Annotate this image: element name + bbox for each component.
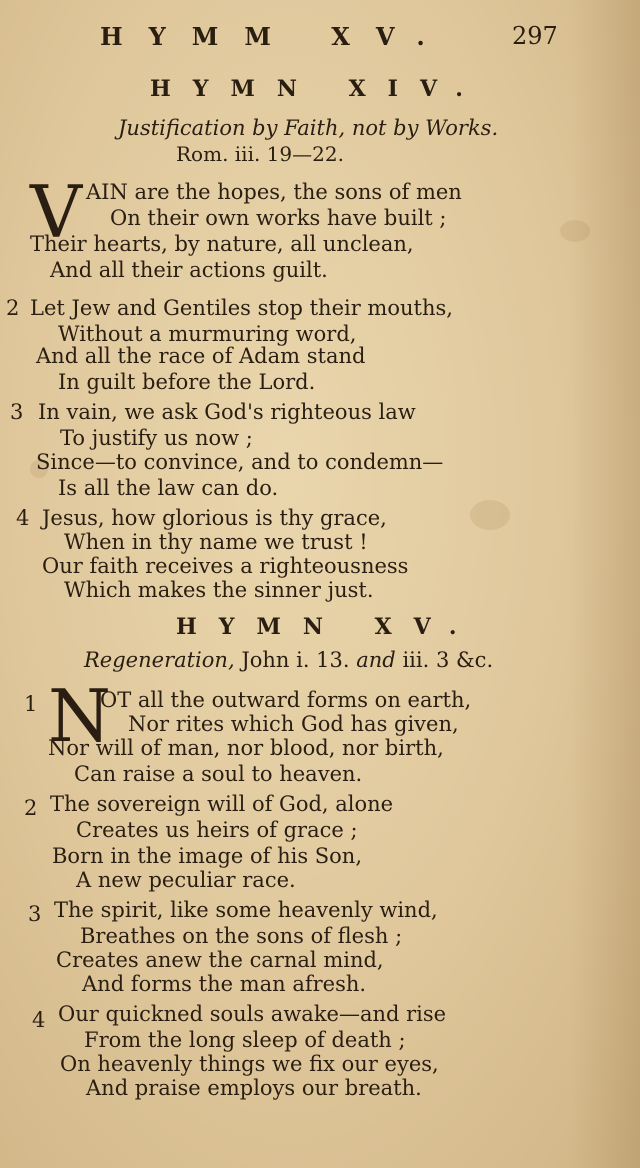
hymn-subtitle: Justification by Faith, not by Works. [118, 116, 499, 140]
running-head: HYMM XV. [100, 22, 451, 51]
verse-number: 4 [32, 1008, 46, 1032]
drop-cap: N [48, 674, 111, 758]
verse-line: Breathes on the sons of flesh ; [80, 924, 403, 948]
verse-line: To justify us now ; [60, 426, 253, 450]
verse-line: And forms the man afresh. [82, 972, 367, 996]
verse-line: The spirit, like some heavenly wind, [54, 898, 438, 922]
page-number: 297 [512, 22, 558, 50]
verse-number: 4 [16, 506, 30, 530]
scripture-reference: Rom. iii. 19—22. [176, 142, 344, 166]
verse-line: Let Jew and Gentiles stop their mouths, [30, 296, 453, 320]
verse-line: On heavenly things we fix our eyes, [60, 1052, 439, 1076]
verse-line: Their hearts, by nature, all unclean, [30, 232, 414, 256]
verse-line: Is all the law can do. [58, 476, 279, 500]
verse-number: 3 [28, 902, 42, 926]
verse-line: The sovereign will of God, alone [50, 792, 394, 816]
verse-line: Nor rites which God has given, [128, 712, 459, 736]
verse-number: 1 [24, 692, 38, 716]
verse-line: OT all the outward forms on earth, [100, 688, 472, 712]
verse-number: 3 [10, 400, 24, 424]
verse-line: When in thy name we trust ! [64, 530, 368, 554]
verse-line: In guilt before the Lord. [58, 370, 316, 394]
hymn-subtitle [84, 648, 493, 672]
verse-line: And all their actions guilt. [50, 258, 328, 282]
verse-line: From the long sleep of death ; [84, 1028, 406, 1052]
verse-line: Jesus, how glorious is thy grace, [42, 506, 387, 530]
verse-line: A new peculiar race. [76, 868, 296, 892]
verse-line: Can raise a soul to heaven. [74, 762, 363, 786]
verse-line: In vain, we ask God's righteous law [38, 400, 416, 424]
verse-number: 2 [24, 796, 38, 820]
verse-line: Without a murmuring word, [58, 322, 357, 346]
subtitle-italic: Regeneration, [84, 648, 235, 672]
hymn-title: HYMN XV. [176, 614, 479, 640]
subtitle-italic-and: and [356, 648, 396, 672]
verse-line: Since—to convince, and to condemn— [36, 450, 444, 474]
subtitle-reference: John i. 13. [241, 648, 350, 672]
verse-line: AIN are the hopes, the sons of men [86, 180, 462, 204]
verse-line: Nor will of man, nor blood, nor birth, [48, 736, 444, 760]
verse-line: And praise employs our breath. [86, 1076, 422, 1100]
hymn-title: HYMN XIV. [150, 76, 485, 102]
subtitle-reference-2: iii. 3 &c. [402, 648, 494, 672]
drop-cap: V [30, 170, 82, 254]
verse-line: Which makes the sinner just. [64, 578, 374, 602]
verse-line: Born in the image of his Son, [52, 844, 363, 868]
verse-line: Creates us heirs of grace ; [76, 818, 358, 842]
verse-line: Our quickned souls awake—and rise [58, 1002, 447, 1026]
verse-line: Our faith receives a righteousness [42, 554, 409, 578]
verse-number: 2 [6, 296, 20, 320]
verse-line: Creates anew the carnal mind, [56, 948, 384, 972]
verse-line: And all the race of Adam stand [36, 344, 366, 368]
verse-line: On their own works have built ; [110, 206, 447, 230]
